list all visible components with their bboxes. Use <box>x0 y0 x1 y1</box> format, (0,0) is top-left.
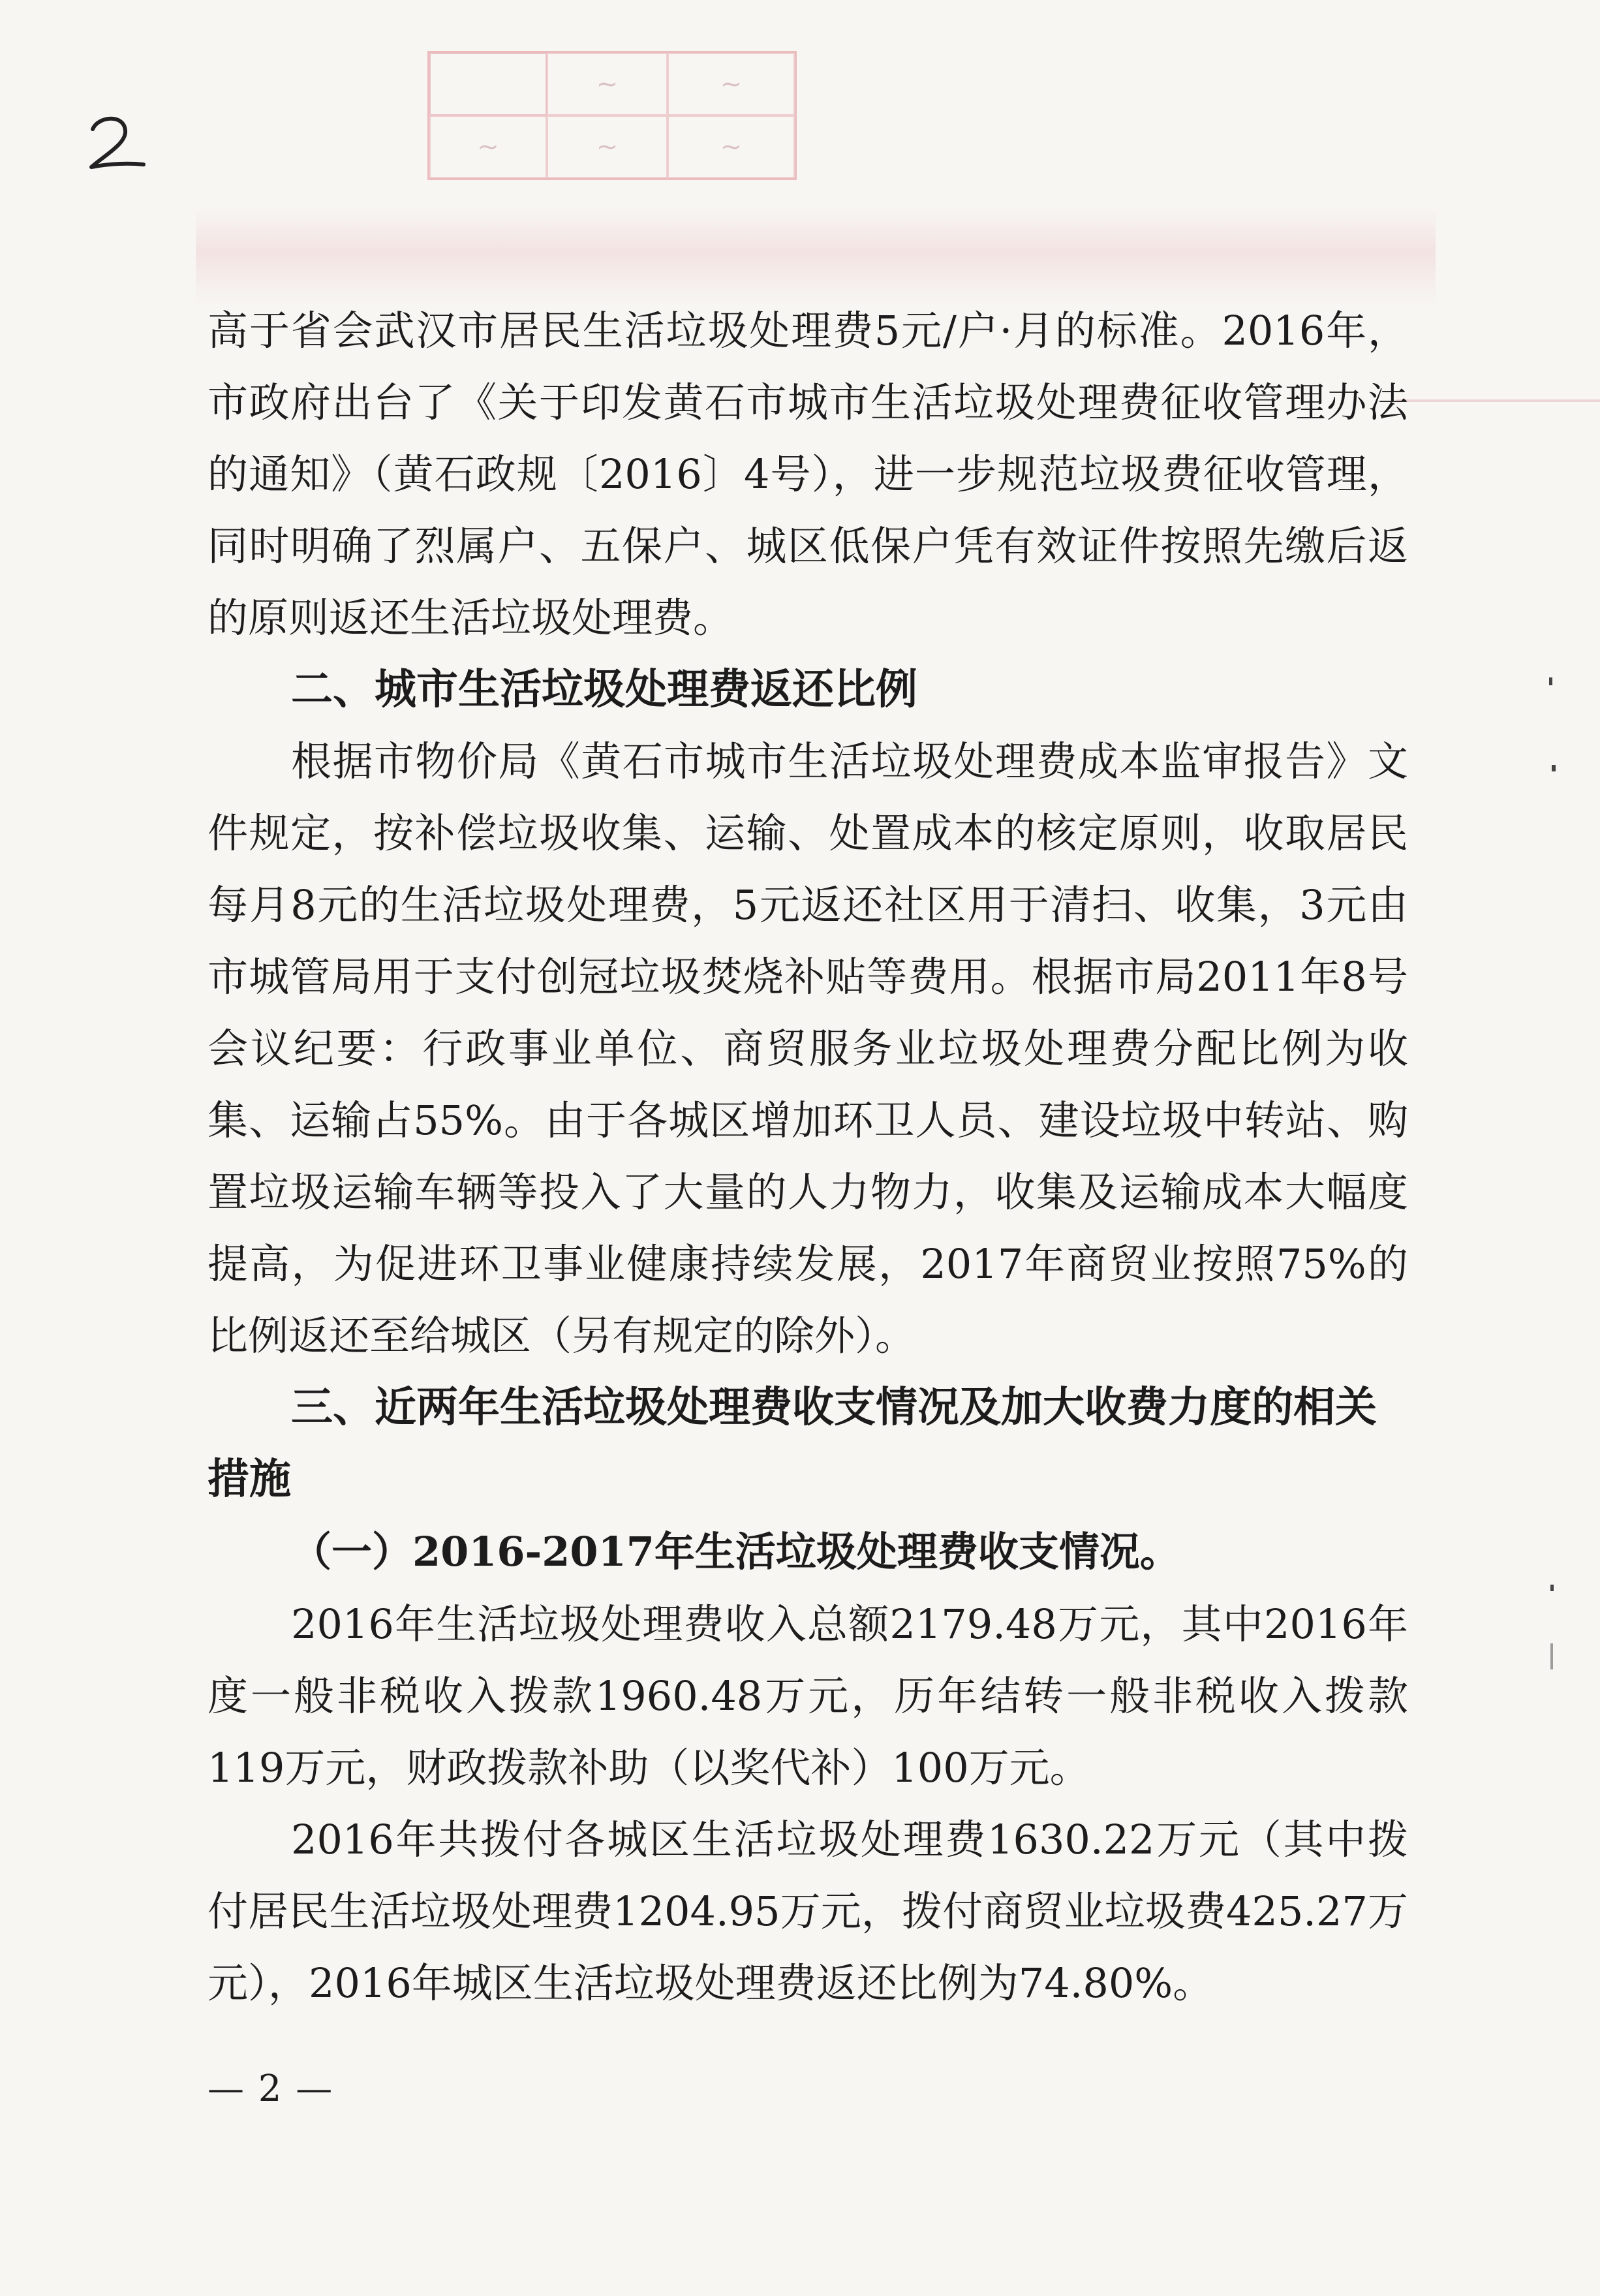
paragraph-1: 高于省会武汉市居民生活垃圾处理费5元/户·月的标准。2016年，市政府出台了《关于印发黄石市城市生活垃圾处理费征收管理办法的通知》（黄石政规〔2016〕4号），进一步规范垃圾费征收管理，同时明确了烈属户、五保户、城区低保户凭有效证件按照先缴后返的原则返还生活垃圾处理费。 <box>208 307 1408 642</box>
stamp-cell: ~ <box>668 53 795 116</box>
page-number: — 2 — <box>208 2068 334 2110</box>
scan-edge-mark <box>1550 1643 1553 1669</box>
paragraph-4: 2016年共拨付各城区生活垃圾处理费1630.22万元（其中拨付居民生活垃圾处理费1204.95万元，拨付商贸业垃圾费425.27万元），2016年城区生活垃圾处理费返还比例为74.80%。 <box>208 1816 1408 2007</box>
stamp-cell: ~ <box>668 116 795 178</box>
scan-edge-mark <box>1549 677 1552 685</box>
document-body <box>208 295 1408 2019</box>
paragraph-2: 根据市物价局《黄石市城市生活垃圾处理费成本监审报告》文件规定，按补偿垃圾收集、运输、处置成本的核定原则，收取居民每月8元的生活垃圾处理费，5元返还社区用于清扫、收集，3元由市城管局用于支付创冠垃圾焚烧补贴等费用。根据市局2011年8号会议纪要：行政事业单位、商贸服务业垃圾处理费分配比例为收集、运输占55%。由于各城区增加环卫人员、建设垃圾中转站、购置垃圾运输车辆等投入了大量的人力物力，收集及运输成本大幅度提高，为促进环卫事业健康持续发展，2017年商贸业按照75%的比例返还至给城区（另有规定的除外）。 <box>208 737 1408 1359</box>
stamp-cell <box>429 53 547 116</box>
section-heading-2: 二、城市生活垃圾处理费返还比例 <box>291 666 917 714</box>
handwritten-page-mark <box>78 104 150 176</box>
stamp-cell: ~ <box>429 116 547 178</box>
scan-edge-mark <box>1550 1585 1554 1591</box>
paragraph-3: 2016年生活垃圾处理费收入总额2179.48万元，其中2016年度一般非税收入拨款1960.48万元，历年结转一般非税收入拨款119万元，财政拨款补助（以奖代补）100万元。 <box>208 1600 1408 1792</box>
red-bleed-through <box>196 208 1436 305</box>
subsection-heading-1: （一）2016-2017年生活垃圾处理费收支情况。 <box>291 1528 1180 1575</box>
stamp-cell: ~ <box>547 116 668 178</box>
scan-edge-mark <box>1552 765 1556 771</box>
received-stamp <box>427 51 797 180</box>
section-heading-3: 三、近两年生活垃圾处理费收支情况及加大收费力度的相关措施 <box>208 1384 1377 1504</box>
red-bleed-line <box>1396 399 1600 402</box>
stamp-cell: ~ <box>547 53 668 116</box>
